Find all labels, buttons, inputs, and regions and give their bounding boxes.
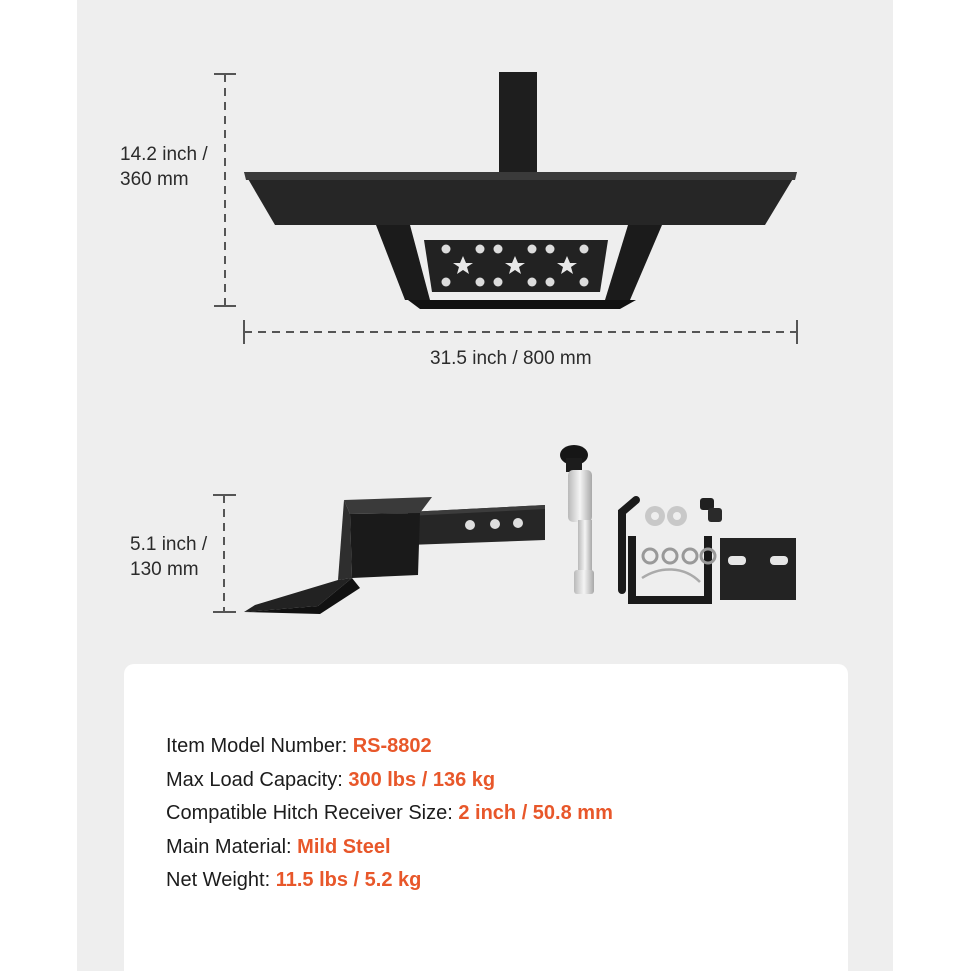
- hardware-kit-icon: [622, 498, 796, 600]
- depth-dimension-line: [213, 495, 236, 612]
- spec-label: Item Model Number:: [166, 735, 348, 757]
- height-dimension-label: 14.2 inch / 360 mm: [120, 144, 208, 190]
- spec-value: 11.5 lbs / 5.2 kg: [275, 869, 422, 891]
- spec-row-load-capacity: [166, 764, 613, 798]
- spec-row-hitch-size: [166, 797, 613, 831]
- spec-value: 2 inch / 50.8 mm: [458, 802, 613, 824]
- spec-value: 300 lbs / 136 kg: [348, 768, 496, 791]
- spec-list: [166, 730, 613, 898]
- hitch-step-side-view: [244, 497, 545, 614]
- spec-row-material: [166, 831, 613, 865]
- hitch-pin-lock-icon: [560, 445, 594, 594]
- width-dimension-label: 31.5 inch / 800 mm: [430, 348, 592, 369]
- height-dimension-line: [214, 74, 236, 306]
- spec-label: Compatible Hitch Receiver Size:: [166, 802, 453, 824]
- spec-value: Mild Steel: [297, 835, 391, 858]
- spec-value: RS-8802: [352, 735, 432, 757]
- depth-dimension-label: 5.1 inch / 130 mm: [130, 534, 208, 580]
- spec-row-net-weight: [166, 864, 613, 898]
- spec-label: Main Material:: [166, 835, 292, 858]
- spec-label: Net Weight:: [166, 869, 271, 891]
- spec-row-model: [166, 730, 613, 764]
- spec-label: Max Load Capacity:: [166, 768, 343, 791]
- width-dimension-line: [244, 320, 797, 344]
- hitch-step-front-view: [244, 72, 797, 309]
